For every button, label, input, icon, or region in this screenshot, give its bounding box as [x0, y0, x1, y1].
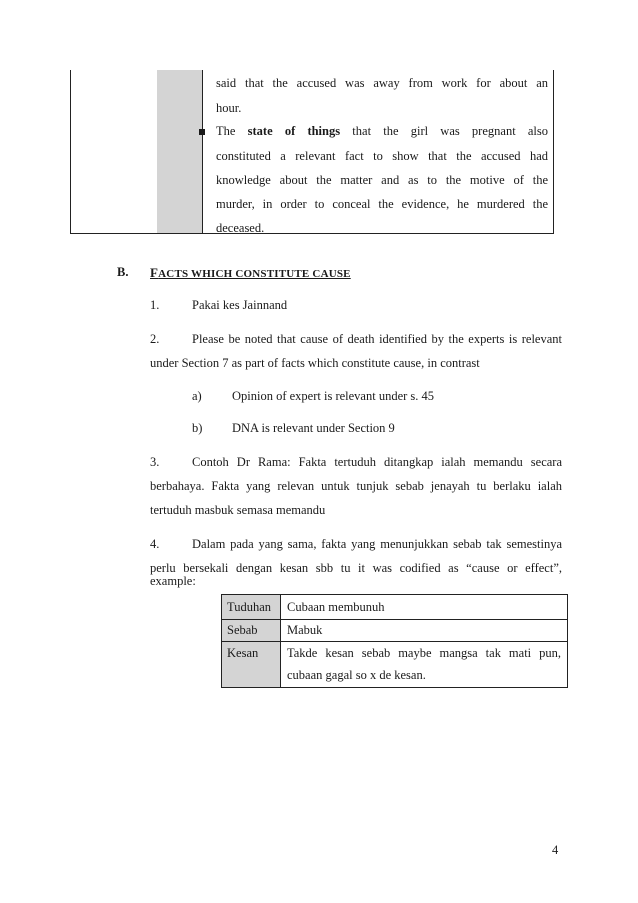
item-text: Dalam pada yang sama, fakta yang menunjukkan sebab tak semestinya — [192, 537, 562, 551]
table-label-cell: Kesan — [222, 642, 281, 687]
subitem-label: a) — [192, 389, 202, 403]
item-number: 4. — [150, 537, 160, 551]
table-text-line: deceased. — [216, 221, 265, 235]
table-label-cell: Tuduhan — [222, 595, 281, 619]
table-label-cell: Sebab — [222, 620, 281, 641]
bullet-text-post: that the girl was pregnant also — [340, 124, 548, 138]
item-text: berbahaya. Fakta yang relevan untuk tunjuk sebab jenayah tu berlaku ialah — [150, 479, 562, 493]
bullet-text-bold: state of things — [247, 124, 341, 138]
heading-initial: F — [150, 265, 159, 280]
item-number: 1. — [150, 298, 160, 312]
table-value-cell — [282, 642, 567, 687]
table-text-line: constituted a relevant fact to show that the accused had — [216, 149, 548, 163]
example-table — [221, 594, 568, 688]
item-text: Please be noted that cause of death identified by the experts is relevant — [192, 332, 562, 346]
bullet-text-line — [216, 124, 548, 139]
item-text: under Section 7 as part of facts which constitute cause, in contrast — [150, 356, 480, 370]
item-text: Pakai kes Jainnand — [192, 298, 288, 312]
item-number: 3. — [150, 455, 160, 469]
table-text-line: knowledge about the matter and as to the motive of the — [216, 173, 548, 187]
item-text: perlu bersekali dengan kesan sbb tu it was codified as “cause or effect”, — [150, 561, 562, 575]
square-bullet-icon — [199, 129, 205, 135]
section-letter: B. — [117, 265, 129, 279]
table-column-2-shaded — [157, 70, 203, 233]
table-value-cell: Cubaan membunuh — [287, 600, 385, 614]
table-text-line: murder, in order to conceal the evidence, he murdered the — [216, 197, 548, 211]
table-value-line: Takde kesan sebab maybe mangsa tak mati pun, — [287, 646, 561, 660]
table-value-cell: Mabuk — [287, 623, 323, 637]
table-text-line: hour. — [216, 101, 242, 115]
item-text: Contoh Dr Rama: Fakta tertuduh ditangkap ialah memandu secara — [192, 455, 562, 469]
heading-rest: ACTS WHICH CONSTITUTE CAUSE — [158, 268, 351, 280]
subitem-text: DNA is relevant under Section 9 — [232, 421, 395, 435]
item-text: example: — [150, 574, 196, 588]
item-number: 2. — [150, 332, 160, 346]
section-heading — [150, 265, 351, 281]
table-column-1 — [71, 70, 158, 233]
bullet-text-pre: The — [216, 124, 248, 138]
table-column-3 — [203, 70, 553, 233]
subitem-text: Opinion of expert is relevant under s. 45 — [232, 389, 435, 403]
subitem-label: b) — [192, 421, 203, 435]
table-value-line: cubaan gagal so x de kesan. — [287, 668, 426, 682]
table-text-line: said that the accused was away from work for about an — [216, 76, 548, 90]
page-number: 4 — [552, 843, 559, 857]
continuation-table — [70, 70, 554, 234]
item-text: tertuduh masbuk semasa memandu — [150, 503, 326, 517]
